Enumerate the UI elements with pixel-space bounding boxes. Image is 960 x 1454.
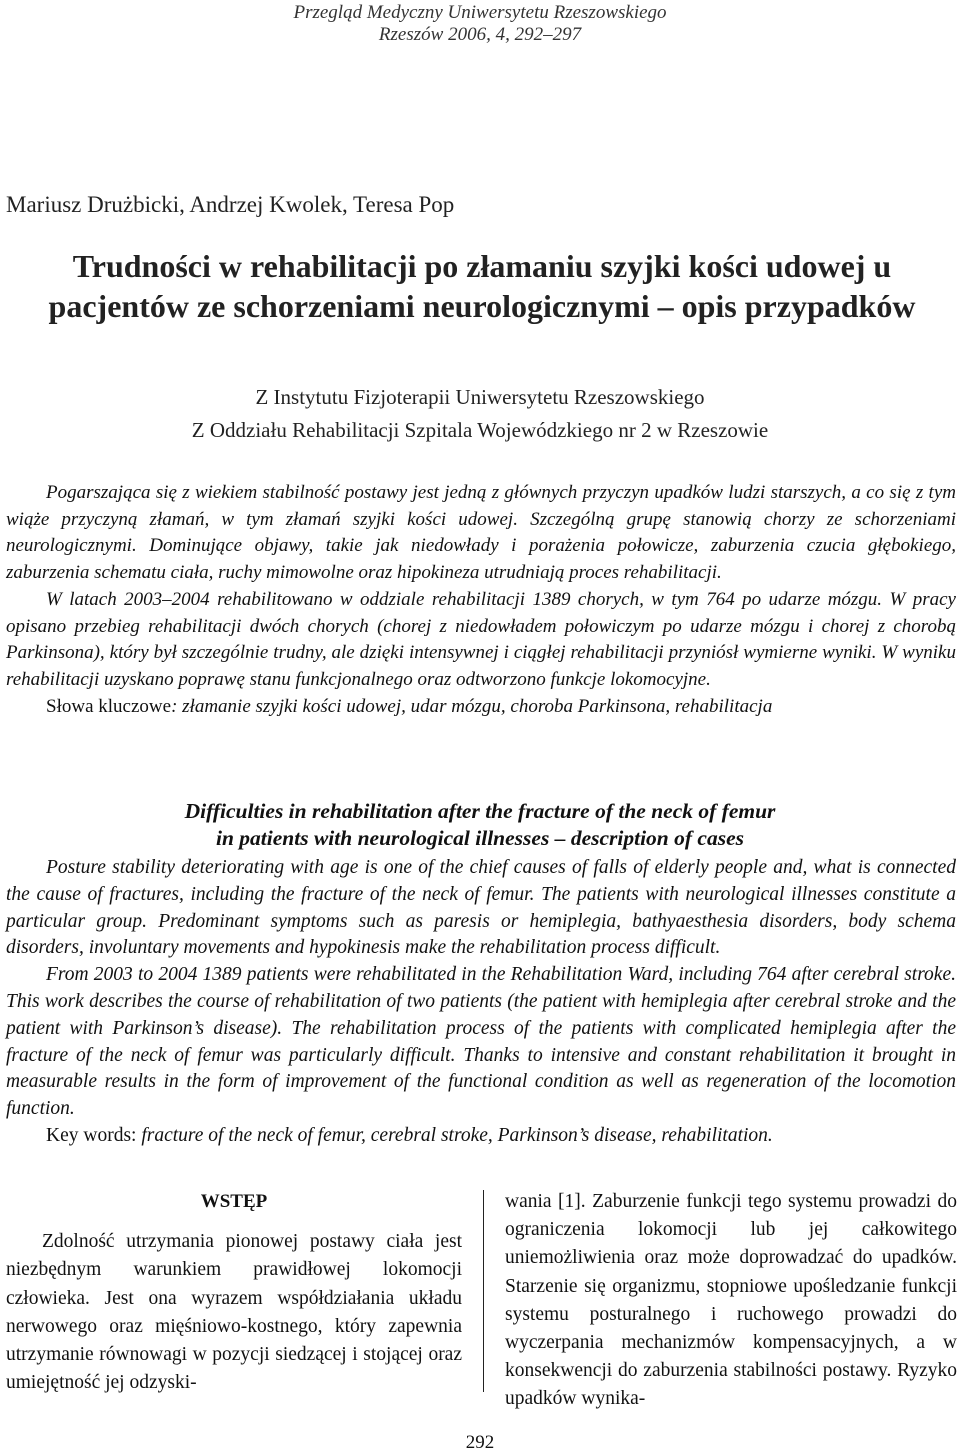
abstract-en-paragraph-1: Posture stability deteriorating with age is one of the chief causes of falls of elderly people and, what is connected the cause of fractures, including the fracture of the neck of femur. The patients with neurological illnesses constitute a particular group. Predominant symptoms such as paresis or hemiplegia, bathyaesthesia disorders, body schema disorders, involuntary movements and hypokinesis make the rehabilitation process difficult. [6, 857, 956, 959]
body-column-left [6, 1188, 462, 1397]
body-right-paragraph: wania [1]. Zaburzenie funkcji tego systemu prowadzi do ograniczenia lokomocji lub jej całkowitego uniemożliwienia oraz może doprowadzać do upadków. Starzenie się organizmu, stopniowe upośledzanie funkcji systemu posturalnego i ruchowego prowadzi do wyczerpania mechanizmów kompensacyjnych, a w konsekwencji do zaburzenia stabilności postawy. Ryzyko upadków wynika- [505, 1191, 957, 1410]
abstract-english [6, 855, 956, 1150]
english-title-line-2: in patients with neurological illnesses – description of cases [216, 826, 744, 850]
keywords-en-label: Key words: [46, 1124, 137, 1146]
keywords-pl [6, 694, 956, 721]
section-title: WSTĘP [200, 1191, 268, 1212]
keywords-pl-values: : złamanie szyjki kości udowej, udar mózgu, choroba Parkinsona, rehabilitacja [171, 695, 773, 717]
body-left-paragraph: Zdolność utrzymania pionowej postawy ciała jest niezbędnym warunkiem prawidłowej lokomocji człowieka. Jest ona wyrazem współdziałania układu nerwowego oraz mięśniowo-kostnego, który zapewnia utrzymanie równowagi w pozycji siedzącej i stojącej oraz umiejętność jej odzyski- [6, 1231, 462, 1394]
page-number: 292 [465, 1432, 495, 1453]
keywords-pl-label: Słowa kluczowe [46, 695, 172, 717]
column-divider [483, 1190, 484, 1392]
body-column-right [505, 1188, 957, 1414]
keywords-en-values: fracture of the neck of femur, cerebral stroke, Parkinson’s disease, rehabilitation. [136, 1124, 773, 1146]
english-title [0, 798, 960, 852]
abstract-pl-paragraph-1: Pogarszająca się z wiekiem stabilność postawy jest jedną z głównych przyczyn upadków ludzi starszych, a co się z tym wiąże przyczyną złamań, w tym złamań szyjki kości udowej. Szczególną grupę stanowią chorzy ze schorzeniami neurologicznymi. Dominujące objawy, takie jak niedowłady i porażenia połowicze, zaburzenia czucia głębokiego, zaburzenia schematu ciała, ruchy mimowolne oraz hipokineza utrudniają proces rehabilitacji. [6, 482, 956, 584]
keywords-en [6, 1123, 956, 1150]
journal-citation: Rzeszów 2006, 4, 292–297 [378, 24, 582, 45]
journal-name: Przegląd Medyczny Uniwersytetu Rzeszowskiego [293, 2, 667, 23]
article-title: Trudności w rehabilitacji po złamaniu szyjki kości udowej u pacjentów ze schorzeniami neurologicznymi – opis przypadków [48, 248, 916, 324]
english-title-line-1: Difficulties in rehabilitation after the fracture of the neck of femur [184, 799, 776, 823]
abstract-en-paragraph-2: From 2003 to 2004 1389 patients were rehabilitated in the Rehabilitation Ward, including 764 after cerebral stroke. This work describes the course of rehabilitation of two patients (the patient with hemiplegia after cerebral stroke and the patient with Parkinson’s disease). The rehabilitation process of the patients with complicated hemiplegia after the fracture of the neck of femur was particularly difficult. Thanks to intensive and constant rehabilitation it brought in measurable results in the form of improvement of the functional condition as well as regeneration of the locomotion function. [6, 964, 956, 1120]
authors: Mariusz Drużbicki, Andrzej Kwolek, Teresa Pop [6, 192, 455, 217]
abstract-polish [6, 480, 956, 720]
affiliation-1: Z Instytutu Fizjoterapii Uniwersytetu Rzeszowskiego [255, 385, 705, 409]
affiliation-2: Z Oddziału Rehabilitacji Szpitala Wojewódzkiego nr 2 w Rzeszowie [191, 418, 769, 442]
abstract-pl-paragraph-2: W latach 2003–2004 rehabilitowano w oddziale rehabilitacji 1389 chorych, w tym 764 po udarze mózgu. W pracy opisano przebieg rehabilitacji dwóch chorych (chorej z niedowładem połowiczym po udarze mózgu i chorej z chorobą Parkinsona), który był szczególnie trudny, ale dzięki intensywnej i ciągłej rehabilitacji przyniósł wymierne wyniki. W wyniku rehabilitacji uzyskano poprawę stanu funkcjonalnego oraz odtworzono funkcje lokomocyjne. [6, 588, 956, 690]
